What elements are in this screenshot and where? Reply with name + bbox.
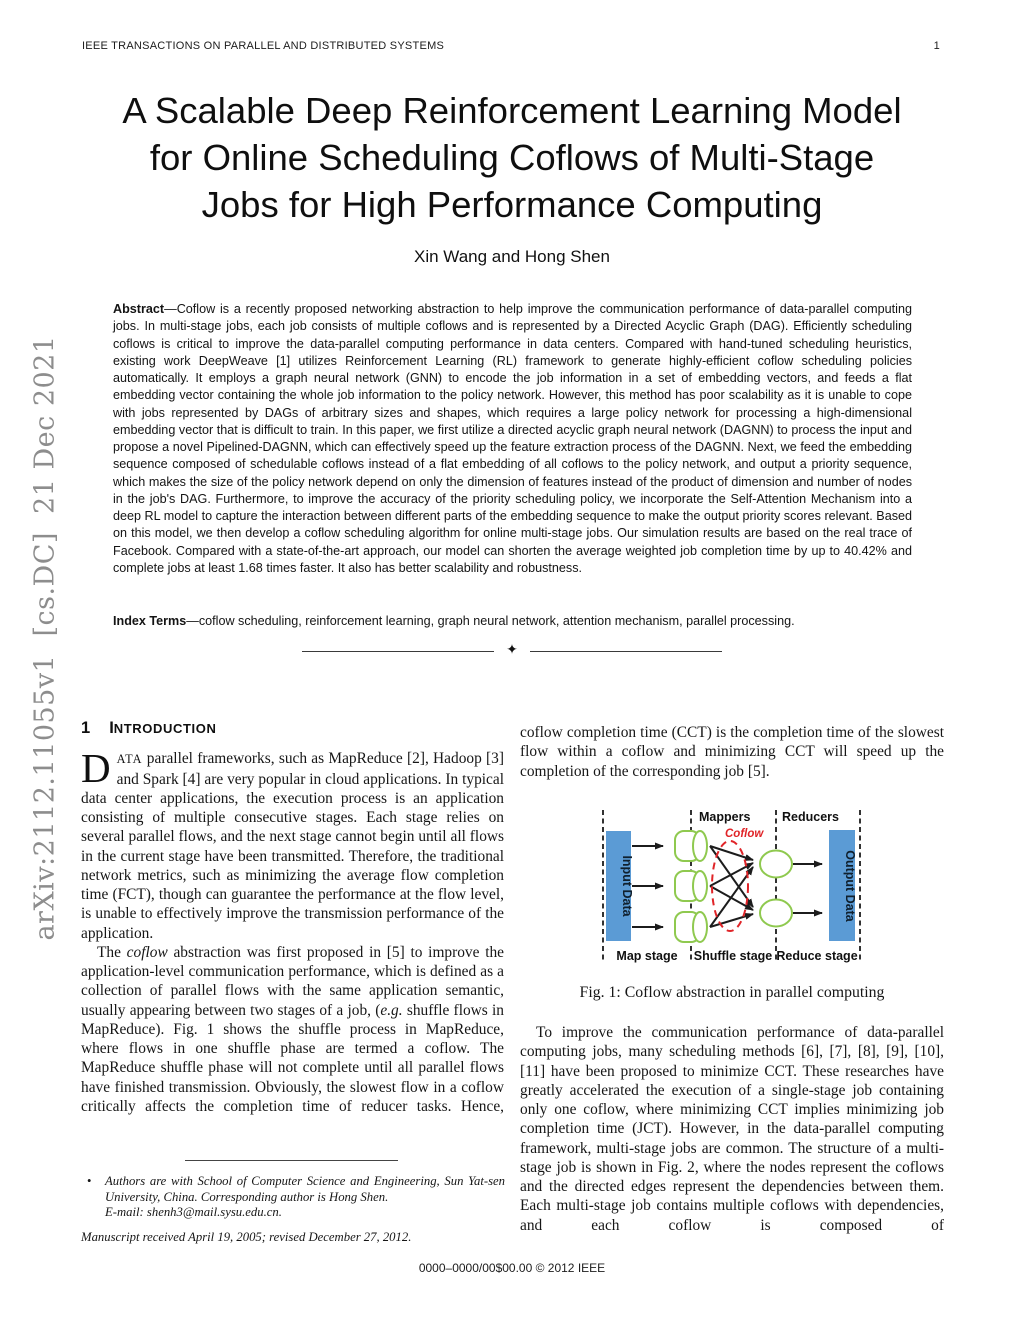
figure-1-caption: Fig. 1: Coflow abstraction in parallel computing (579, 983, 885, 1001)
index-terms (113, 614, 912, 628)
authors-line: Xin Wang and Hong Shen (414, 247, 610, 266)
left-column (81, 719, 504, 1116)
section-title-rest: NTRODUCTION (113, 721, 217, 736)
abstract (113, 301, 912, 577)
page-number: 1 (933, 40, 940, 52)
author-email: E-mail: shenh3@mail.sysu.edu.cn. (105, 1205, 282, 1220)
footnote-block (81, 1160, 505, 1245)
section-title-initial: I (109, 719, 114, 737)
manuscript-note: Manuscript received April 19, 2005; revised December 27, 2012. (81, 1229, 412, 1244)
right-column (520, 723, 944, 1235)
section-1-heading (81, 719, 504, 738)
journal-name: IEEE TRANSACTIONS ON PARALLEL AND DISTRIBUTED SYSTEMS (82, 40, 445, 52)
divider-line-right (530, 651, 722, 652)
title-line-3: Jobs for High Performance Computing (201, 184, 823, 225)
coflow-label: Coflow (725, 827, 764, 840)
figure-1-coflow-diagram (591, 806, 871, 968)
right-paragraph-body: To improve the communication performance of data-parallel computing jobs, many scheduling methods [6], [7], [8], [9], [10], [11] have been proposed to minimize CCT. These researches have greatly accelerated the execution of a single-stage job containing only one coflow, where minimizing CCT implies minimizing job completion time (JCT). However, in the data-parallel computing framework, multi-stage jobs are common. The structure of a multi-stage job is shown in Fig. 2, where the nodes represent the coflows and the directed edges represent the dependencies between them. Each multi-stage job contains multiple coflows with dependencies, and each coflow is composed of (520, 1024, 944, 1234)
author-footnote (81, 1174, 505, 1221)
output-data-label: Output Data (843, 849, 857, 922)
abstract-text: —Coflow is a recently proposed networking abstraction to help improve the communication performance of data-parallel computing jobs. In multi-stage jobs, each job consists of multiple coflows and is represented by a Directed Acyclic Graph (DAG). Efficiently scheduling coflows is critical to improve the data-parallel computing performance in data centers. Compared with hand-tuned scheduling heuristics, existing work DeepWeave [1] utilizes Reinforcement Learning (RL) framework to generate highly-efficient coflow scheduling policies automatically. It employs a graph neural network (GNN) to encode the job information in a set of embedding vectors, and feeds a flat embedding vector containing the whole job information to the policy network. However, this method has poor scalability as it is unable to cope with jobs represented by DAGs of arbitrary sizes and shapes, which requires a large policy network for processing a high-dimensional embedding vector that is difficult to train. In this paper, we first utilize a directed acyclic graph neural network (DAGNN) to process the input and propose a novel Pipelined-DAGNN, which can effectively speed up the feature extraction process of the DAGNN. Next, we feed the embedding sequence composed of schedulable coflows instead of a flat embedding of all coflows to the policy network, and output a priority sequence, which makes the size of the policy network depend on only the dimension of features instead of the product of dimension and number of nodes in the job's DAG. Furthermore, to improve the accuracy of the priority scheduling policy, we incorporate the Self-Attention Mechanism into a deep RL model to capture the interaction between different parts of the embedding sequence to make the output priority scores relevant. Based on this model, we then develop a coflow scheduling algorithm for online multi-stage jobs. Our simulation results are based on the real trace of Facebook. Compared with a state-of-the-art approach, our model can shorten the average weighted job completion time by up to 40.42% and complete jobs at least 1.68 times faster. It also has better scalability and robustness. (113, 302, 912, 575)
shuffle-stage-label: Shuffle stage (693, 948, 773, 963)
eg-italic: e.g. (380, 1001, 403, 1019)
first-word-smallcaps: ATA (116, 752, 143, 767)
bullet-icon: • (87, 1174, 92, 1188)
map-stage-label: Map stage (616, 948, 678, 963)
reducers-label: Reducers (782, 809, 839, 824)
title-line-1: A Scalable Deep Reinforcement Learning Model (122, 90, 902, 131)
footnote-rule (185, 1160, 398, 1161)
input-data-label: Input Data (620, 855, 634, 917)
index-terms-text: —coflow scheduling, reinforcement learning, graph neural network, attention mechanism, parallel processing. (186, 614, 795, 628)
arxiv-watermark: arXiv:2112.11055v1 [cs.DC] 21 Dec 2021 (29, 335, 61, 941)
drop-cap: D (81, 745, 111, 792)
author-affiliation: Authors are with School of Computer Science and Engineering, Sun Yat-sen University, China. Corresponding author is Hong Shen. (105, 1174, 505, 1204)
copyright-footer: 0000–0000/00$00.00 © 2012 IEEE (418, 1261, 606, 1275)
diamond-icon: ✦ (506, 643, 518, 658)
mappers-label: Mappers (699, 809, 751, 824)
intro-p2-text: The (97, 943, 127, 961)
output-arrows (793, 864, 822, 913)
paper-title (0, 87, 1024, 228)
intro-paragraph-1 (81, 745, 504, 943)
section-divider (302, 643, 722, 658)
input-arrows (632, 846, 663, 927)
author-footnote-text (105, 1174, 505, 1221)
divider-line-left (302, 651, 494, 652)
section-number: 1 (81, 719, 91, 737)
right-paragraph-top: coflow completion time (CCT) is the completion time of the slowest flow within a coflow and minimizing CCT will speed up the completion of the corresponding job [5]. (520, 724, 944, 780)
intro-paragraph-2 (81, 943, 504, 1116)
abstract-label: Abstract (113, 302, 165, 316)
reduce-stage-label: Reduce stage (776, 948, 858, 963)
mapper-nodes (675, 831, 707, 942)
intro-paragraph-1-text: parallel frameworks, such as MapReduce [2], Hadoop [3] and Spark [4] are very popular in cloud applications. In typical data center applications, the execution process is an application consisting of multiple consecutive stages. Each stage relies on several parallel flows, and the next stage cannot begin until all flows in the current stage have been transmitted. Therefore, the traditional network metrics, such as minimizing the average flow completion time (FCT), though can guarantee the performance at the flow level, is unable to effectively improve the transmission performance of the application. (81, 750, 504, 942)
running-header (82, 40, 940, 52)
intro-p2-text-b: abstraction was first proposed in [5] to improve the application-level communication performance, which is defined as a collection of parallel flows with the same application semantic, usually appearing between two stages of a job, ( (81, 943, 505, 1019)
intro-p2-text-c: shuffle flows in MapReduce). Fig. 1 shows the shuffle process in MapReduce, where flows in one shuffle phase are termed a coflow. The MapReduce shuffle phase will not complete until all parallel flows have finished transmission. Obviously, the slowest flow in a coflow critically affects the completion time of reducer tasks. Hence, (81, 1001, 504, 1115)
index-terms-label: Index Terms (113, 614, 187, 628)
coflow-italic: coflow (126, 943, 168, 961)
title-line-2: for Online Scheduling Coflows of Multi-Stage (149, 137, 875, 178)
